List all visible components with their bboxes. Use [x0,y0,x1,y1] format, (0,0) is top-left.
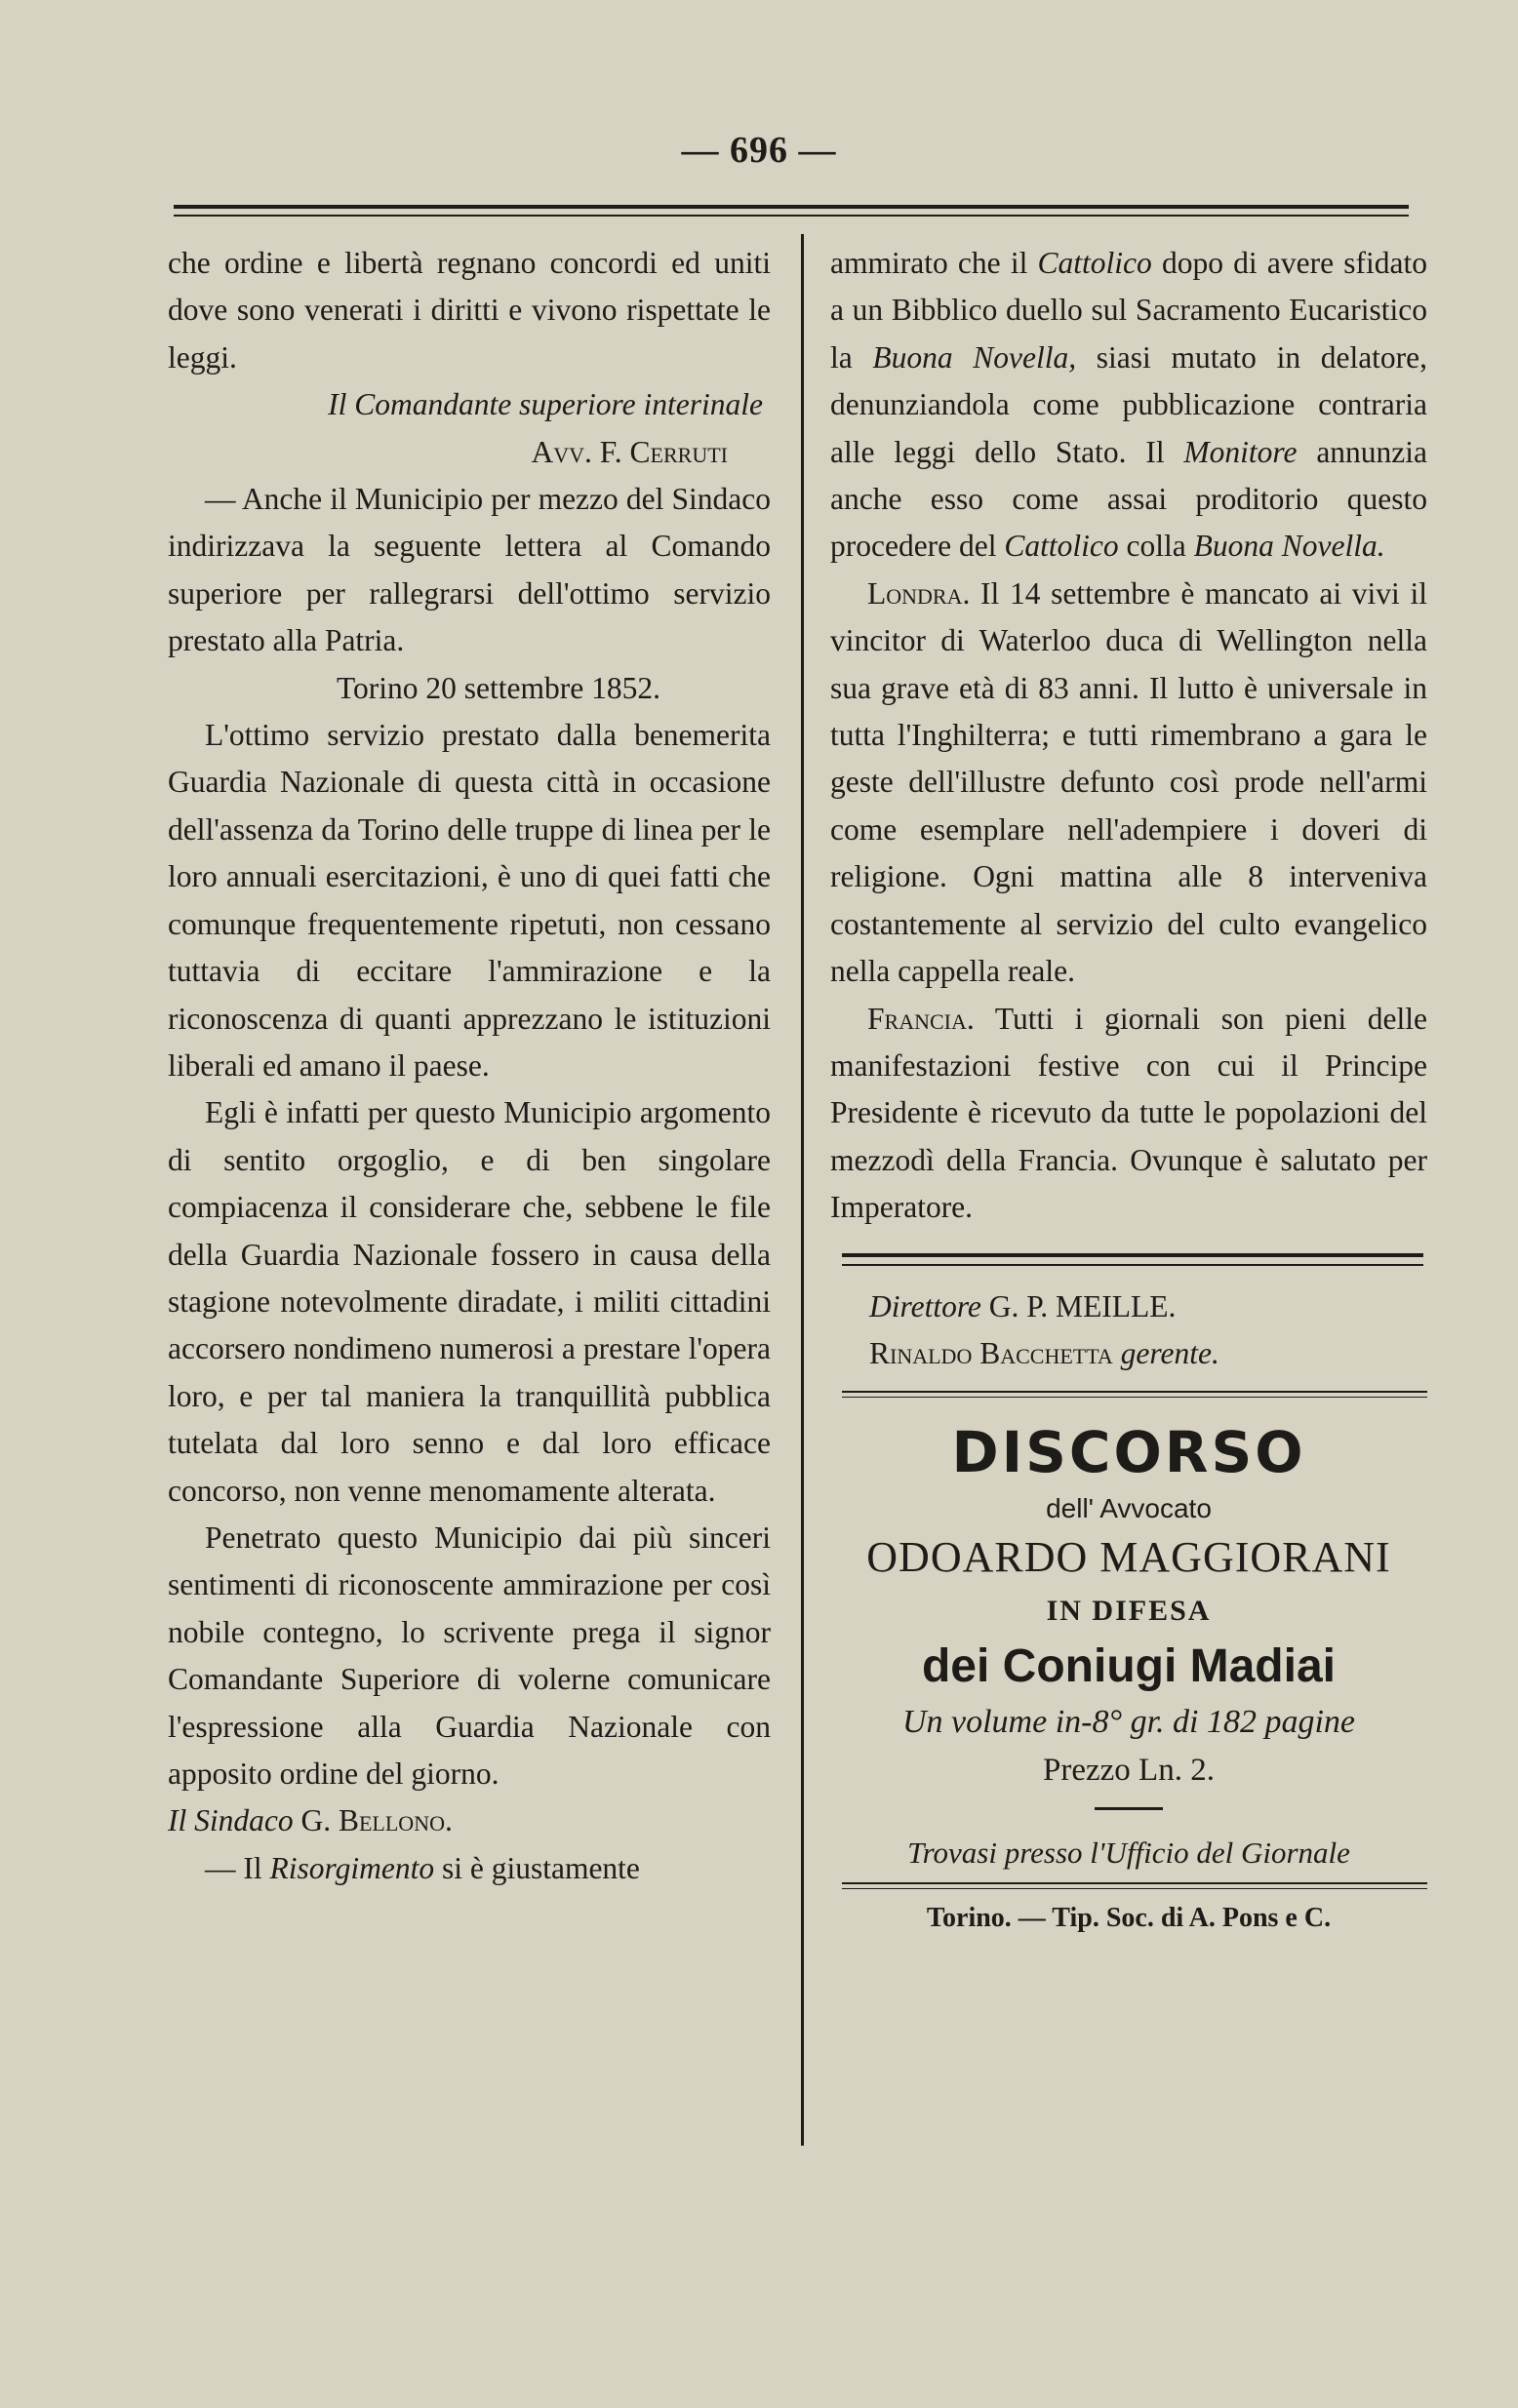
text-run: siasi mutato in delatore, denunziandola come pubblicazione contraria alle leggi dello Stato. Il [830,339,1428,469]
right-paragraph-1 [830,240,1427,571]
left-paragraph-6 [168,1845,771,1892]
ad-divider [1095,1807,1163,1810]
manager-label: gerente. [1120,1335,1219,1370]
newspaper-name: Risorgimento [269,1850,435,1885]
newspaper-name: Buona Novella, [872,339,1077,375]
manager-line [830,1330,1427,1377]
left-paragraph-3: L'ottimo servizio prestato dalla benemerita Guardia Nazionale di questa città in occasione dell'assenza da Torino delle truppe di linea per le loro annuali esercitazioni, è uno di quei fatti che comunque frequentemente ripetuti, non cessano tuttavia di eccitare l'ammirazione e la riconoscenza di quanti apprezzano le istituzioni liberali ed amano il paese. [168,718,771,1083]
ad-price: Prezzo Ln. 2. [1043,1753,1215,1789]
text-run: ammirato che il [830,246,1028,280]
text-run: dopo di avere sfidato a un Bibblico duello sul Sacramento Eucaristico la [830,246,1427,375]
column-divider [801,234,804,2146]
signature-2-name: G. Bellono. [300,1803,453,1838]
ad-where: Trovasi presso l'Ufficio del Giornale [907,1836,1350,1871]
text-run: annunzia anche esso come assai proditorio questo procedere del [830,434,1428,564]
ad-top-rule [842,1391,1427,1398]
newspaper-name: Buona Novella. [1193,529,1385,564]
left-column [168,240,771,1892]
text-run: colla [1126,529,1186,564]
newspaper-name: Cattolico [1004,529,1119,564]
ad-author: ODOARDO MAGGIORANI [866,1533,1391,1582]
dateline: Torino 20 settembre 1852. [337,670,660,705]
france-news [830,996,1427,1232]
signature-2-title: Il Sindaco [168,1803,294,1838]
newspaper-name: Cattolico [1037,246,1152,280]
dateline-france: Francia. [867,1001,975,1036]
dateline-london: Londra. [867,575,971,611]
left-paragraph-4: Egli è infatti per questo Municipio argomento di sentito orgoglio, e di ben singolare compiacenza il considerare che, sebbene le file della Guardia Nazionale fossero in causa della stagione notevolmente diradate, i militi cittadini accorsero nondimeno numerosi a prestare l'opera loro, e per tal maniera la tranquillità pubblica tutelata dal loro senno e dal loro efficace concorso, non venne menomamente alterata. [168,1095,771,1508]
manager-name: Rinaldo Bacchetta [869,1335,1113,1370]
top-rule [174,205,1409,217]
left-paragraph-2: — Anche il Municipio per mezzo del Sindaco indirizzava la seguente lettera al Comando superiore per rallegrarsi dell'ottimo servizio prestato alla Patria. [168,482,771,658]
newspaper-name: Monitore [1183,434,1298,469]
imprint-rule [842,1882,1427,1889]
imprint: Torino. — Tip. Soc. di A. Pons e C. [926,1903,1332,1934]
section-rule [842,1253,1423,1266]
book-advertisement [830,1415,1427,1876]
ad-of: dell' Avvocato [1046,1493,1212,1524]
director-name: G. P. MEILLE. [988,1288,1177,1323]
left-paragraph-5: Penetrato questo Municipio dai più sinceri sentimenti di riconoscente ammirazione per così nobile contegno, lo scrivente prega il signor Comandante Superiore di volerne comunicare l'espressione alla Guardia Nazionale con apposito ordine del giorno. [168,1520,771,1791]
ad-title: DISCORSO [951,1419,1306,1486]
page-number: — 696 — [681,130,837,171]
france-text: Tutti i giornali son pieni delle manifestazioni festive con cui il Principe Presidente è ricevuto da tutte le popolazioni del mezzodì della Francia. Ovunque è salutato per Imperatore. [830,1001,1428,1225]
director-line [830,1283,1427,1330]
signature-1-name: Avv. F. Cerruti [531,434,728,469]
signature-1-title: Il Comandante superiore interinale [328,387,763,422]
paragraph-text: si è giustamente [441,1850,640,1885]
london-text: Il 14 settembre è mancato ai vivi il vincitor di Waterloo duca di Wellington nella sua grave età di 83 anni. Il lutto è universale in tutta l'Inghilterra; e tutti rimembrano a gara le geste dell'illustre defunto così prode nell'armi come esemplare nell'adempiere i doveri di religione. Ogni mattina alle 8 interveniva costantemente al servizio del culto evangelico nella cappella reale. [830,575,1428,989]
dash-text: — Il [205,1850,262,1885]
ad-volume: Un volume in-8° gr. di 182 pagine [901,1704,1356,1741]
right-column [830,240,1427,1940]
london-news [830,571,1427,996]
ad-subject: dei Coniugi Madiai [921,1640,1336,1693]
left-paragraph-1: che ordine e libertà regnano concordi ed uniti dove sono venerati i diritti e vivono rispettate le leggi. [168,246,771,375]
director-label: Direttore [869,1288,981,1323]
signature-2 [168,1797,771,1844]
ad-defense: IN DIFESA [1046,1595,1212,1628]
